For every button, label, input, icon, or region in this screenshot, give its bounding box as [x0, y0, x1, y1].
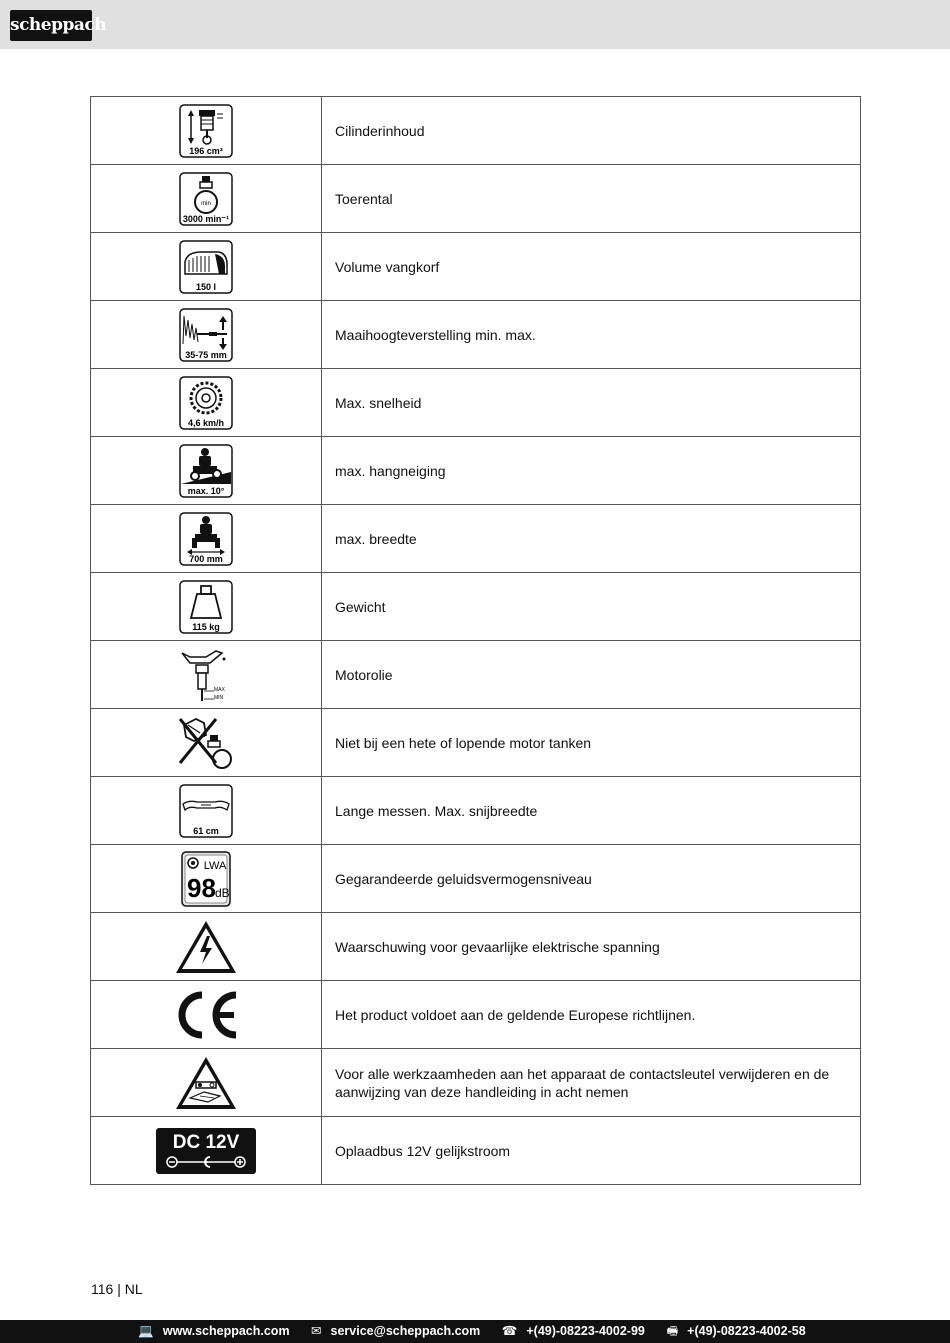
table-row	[91, 165, 861, 233]
svg-text:dB: dB	[215, 885, 230, 900]
table-row	[91, 505, 861, 573]
table-row	[91, 1117, 861, 1185]
dc-socket-icon	[156, 1128, 256, 1174]
svg-text:max. 10°: max. 10°	[187, 485, 225, 496]
slope-icon	[179, 444, 233, 498]
symbol-description: Toerental	[322, 165, 861, 233]
symbol-description: max. breedte	[322, 505, 861, 573]
svg-text:700 mm: 700 mm	[189, 553, 223, 564]
footer-email[interactable]: ✉ service@scheppach.com	[311, 1324, 481, 1338]
no-refuel-hot-engine-icon	[174, 713, 238, 773]
footer-phone: ☎ +(49)-08223-4002-99	[501, 1324, 645, 1338]
cutting-height-icon	[179, 308, 233, 362]
symbol-description: Volume vangkorf	[322, 233, 861, 301]
symbol-description: Niet bij een hete of lopende motor tanken	[322, 709, 861, 777]
width-icon	[179, 512, 233, 566]
remove-key-warning-icon	[174, 1054, 238, 1112]
symbol-description: Maaihoogteverstelling min. max.	[322, 301, 861, 369]
table-row	[91, 777, 861, 845]
svg-text:35-75 mm: 35-75 mm	[185, 349, 227, 360]
svg-text:115 kg: 115 kg	[192, 621, 220, 632]
symbol-description: Gewicht	[322, 573, 861, 641]
table-row	[91, 369, 861, 437]
symbol-table	[90, 96, 861, 1185]
displacement-icon	[179, 104, 233, 158]
table-row	[91, 437, 861, 505]
table-row	[91, 233, 861, 301]
laptop-icon: 💻	[138, 1324, 154, 1338]
svg-text:MAX: MAX	[214, 686, 225, 693]
table-row	[91, 97, 861, 165]
page-separator: |	[117, 1281, 121, 1297]
page-number	[91, 1281, 143, 1297]
svg-text:61 cm: 61 cm	[193, 825, 219, 836]
fax-icon: 🖷	[666, 1324, 679, 1338]
svg-text:150 l: 150 l	[195, 281, 217, 292]
symbol-description: Cilinderinhoud	[322, 97, 861, 165]
page-language: NL	[124, 1281, 143, 1297]
engine-speed-icon	[179, 172, 233, 226]
svg-text:DC 12V: DC 12V	[172, 1131, 240, 1153]
mail-icon: ✉	[311, 1324, 322, 1338]
grass-catcher-icon	[179, 240, 233, 294]
electric-warning-icon	[174, 918, 238, 976]
symbol-description: Oplaadbus 12V gelijkstroom	[322, 1117, 861, 1185]
weight-icon	[179, 580, 233, 634]
phone-icon: ☎	[501, 1324, 518, 1338]
symbol-description: Het product voldoet aan de geldende Europese richtlijnen.	[322, 981, 861, 1049]
svg-text:LWA: LWA	[203, 859, 227, 872]
svg-text:4,6 km/h: 4,6 km/h	[187, 417, 225, 428]
footer-fax: 🖷 +(49)-08223-4002-58	[666, 1324, 806, 1338]
symbol-description: Motorolie	[322, 641, 861, 709]
ce-mark-icon	[170, 989, 242, 1041]
footer-web[interactable]: 💻 www.scheppach.com	[138, 1324, 290, 1338]
table-row	[91, 573, 861, 641]
symbol-description: Lange messen. Max. snijbreedte	[322, 777, 861, 845]
svg-text:MIN: MIN	[214, 694, 224, 701]
brand-logo: scheppach	[10, 10, 92, 41]
table-row	[91, 845, 861, 913]
engine-oil-icon	[176, 645, 236, 705]
svg-text:3000 min⁻¹: 3000 min⁻¹	[182, 213, 230, 224]
speed-wheel-icon	[179, 376, 233, 430]
sound-power-icon	[181, 851, 231, 907]
footer-bar	[0, 1320, 950, 1343]
symbol-description: Waarschuwing voor gevaarlijke elektrische spanning	[322, 913, 861, 981]
table-row	[91, 641, 861, 709]
blade-icon	[179, 784, 233, 838]
symbol-description: Voor alle werkzaamheden aan het apparaat de contactsleutel verwijderen en de aanwijzing van deze handleiding in acht nemen	[322, 1049, 861, 1117]
top-bar	[0, 0, 950, 49]
table-row	[91, 913, 861, 981]
page-number-value: 116	[91, 1281, 114, 1297]
table-row	[91, 1049, 861, 1117]
svg-text:196 cm³: 196 cm³	[189, 145, 223, 156]
svg-text:min: min	[201, 200, 211, 207]
symbol-description: Gegarandeerde geluidsvermogensniveau	[322, 845, 861, 913]
svg-text:98: 98	[187, 872, 216, 903]
table-row	[91, 981, 861, 1049]
symbol-description: Max. snelheid	[322, 369, 861, 437]
table-row	[91, 709, 861, 777]
table-row	[91, 301, 861, 369]
symbol-description: max. hangneiging	[322, 437, 861, 505]
